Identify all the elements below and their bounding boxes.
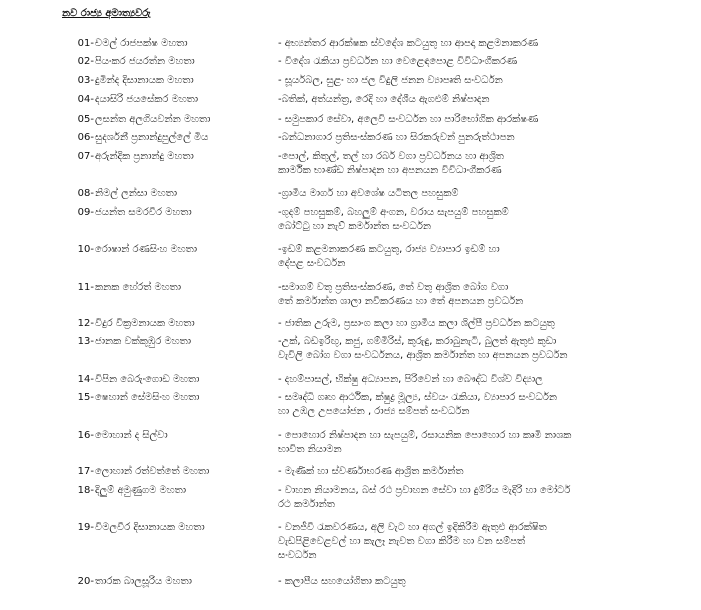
portfolio-line: -ඉඩම් කළමනාකරණ කටයුතු, රාජ්‍ය ව්‍යාපාර ඉඩම් හා	[278, 244, 500, 255]
portfolio-line: - වාහන නියාමනය, බස් රථ ප්‍රවාහන සේවා හා දුම්රිය මැදිරි හා මෝටර්	[278, 485, 571, 496]
portfolio-line: වැවිලි බෝග වගා සංවර්ධනය, ආශ්‍රිත කර්මාන්ත හා අපනයන ප්‍රවර්ධන	[278, 350, 568, 361]
portfolio-line: තේ කර්මාන්ත ශාලා නවීකරණය හා තේ අපනයන ප්‍රවර්ධන	[278, 296, 524, 307]
portfolio-description	[278, 131, 690, 145]
minister-number: 17-	[77, 466, 94, 477]
portfolio-line: -උක්, බඩඉරිඟු, කජු, ගම්මිරිස්, කුරුඳු, කරාබුනැටි, බුලත් ඇතුළු කුඩා	[278, 336, 557, 347]
portfolio-description	[278, 206, 690, 234]
minister-name: ලසන්ත අලගියවන්න මහතා	[95, 114, 211, 125]
minister-name: සුදර්ශනී ප්‍රනාන්දුපුල්ලේ මිය	[95, 132, 209, 143]
portfolio-description	[278, 37, 690, 51]
minister-number: 14-	[77, 374, 94, 385]
portfolio-line: -බතික්, අත්යන්ත්‍ර, රෙදි හා දේශීය ඇගළුම් නිෂ්පාදන	[278, 94, 490, 105]
portfolio-line: - අභ්‍යන්තර ආරක්ෂක ස්වදේශ කටයුතු හා ආපදා කළමනාකරණ	[278, 38, 539, 49]
portfolio-line: - සමෘද්ධි ගෘහ ආර්ථික, ක්ෂුද්‍ර මූල්‍ය, ස්වයං රැකියා, ව්‍යාපාර සංවර්ධන	[278, 392, 558, 403]
portfolio-line: සංවර්ධන	[278, 550, 317, 561]
portfolio-description	[278, 74, 690, 88]
portfolio-line: - විදේශ රැකියා ප්‍රවර්ධන හා වෙළෙඳපොළ විවිධාංගීකරණ	[278, 56, 518, 67]
portfolio-line: - සූර්යබල, සුළං හා ජල විදුලි ජනන ව්‍යාපෘති සංවර්ධන	[278, 75, 503, 86]
minister-name: දුමින්ද දිසානායක මහතා	[95, 75, 194, 86]
minister-name: ජයන්ත සමරවීර මහතා	[95, 207, 192, 218]
portfolio-description	[278, 575, 690, 589]
page-title: නව රාජ්‍ය අමාත්‍යවරු	[62, 8, 151, 19]
portfolio-line: - ජාතික උරුම, ප්‍රසාංග කලා හා ග්‍රාමීය කලා ශිල්පී ප්‍රවර්ධන කටයුතු	[278, 318, 555, 329]
minister-number: 18-	[77, 485, 94, 496]
minister-number: 16-	[77, 430, 94, 441]
portfolio-description	[278, 55, 690, 69]
minister-number: 04-	[77, 94, 94, 105]
minister-number: 01-	[77, 38, 94, 49]
portfolio-line: බෝට්ටු හා නැව් කර්මාන්ත සංවර්ධන	[278, 221, 431, 232]
portfolio-description	[278, 335, 690, 363]
minister-number: 03-	[77, 75, 94, 86]
minister-number: 05-	[77, 114, 94, 125]
minister-name: විපින බෙරුංගොඩ මහතා	[95, 374, 200, 385]
minister-name: තාරක බාලසූරිය මහතා	[95, 576, 192, 587]
portfolio-description	[278, 150, 690, 178]
minister-number: 09-	[77, 207, 94, 218]
minister-name: ජානක වක්කුඹුර මහතා	[95, 336, 192, 347]
portfolio-description	[278, 113, 690, 127]
portfolio-line: - සමුපකාර සේවා, අලෙවි සංවර්ධන හා පාරිභෝගික ආරක්ෂණ	[278, 114, 539, 125]
minister-number: 15-	[77, 392, 94, 403]
portfolio-description	[278, 281, 690, 309]
portfolio-line: දේපළ සංවර්ධන	[278, 258, 346, 269]
portfolio-line: - කලාපීය සහයෝගිතා කටයුතු	[278, 576, 406, 587]
minister-name: රොෂාන් රණසිංහ මහතා	[95, 244, 198, 255]
minister-name: දයාසිරි ජයසේකර මහතා	[95, 94, 199, 105]
portfolio-description	[278, 243, 690, 271]
minister-name: විමලවීර දිසානායක මහතා	[95, 522, 205, 533]
minister-name: කනක හේරත් මහතා	[95, 282, 182, 293]
portfolio-line: - පොහොර නිෂ්පාදන හා සැපයුම්, රසායනික පොහොර හා කෘමි නාශක	[278, 430, 572, 441]
portfolio-line: -ගුදම් පහසුකම්, බහලුම් අංගන, වරාය සැපයුම් පහසුකම්	[278, 207, 509, 218]
portfolio-line: රථ කර්මාන්ත	[278, 499, 335, 510]
portfolio-line: - වනජීවී රැකවරණය, අලි වැට හා අගල් ඉදිකිරීම ඇතුළු ආරක්ෂිත	[278, 522, 547, 533]
minister-number: 19-	[77, 522, 94, 533]
minister-number: 08-	[77, 188, 94, 199]
portfolio-line: - දහම්පාසල්, භික්ෂු අධ්‍යාපන, පිරිවෙන් හා බෞද්ධ විශ්ව විද්‍යාල	[278, 374, 543, 385]
minister-name: දිලුම් අමුණුගම මහතා	[95, 485, 187, 496]
minister-number: 20-	[77, 576, 94, 587]
minister-name: ලොහාන් රත්වත්තේ මහතා	[95, 466, 210, 477]
portfolio-description	[278, 429, 690, 457]
minister-number: 10-	[77, 244, 94, 255]
portfolio-line: වැඩපිළිවෙළවල් හා කැලෑ නැවත වගා කිරීම හා වන සම්පත්	[278, 536, 526, 547]
portfolio-line: භාවිත නියාමන	[278, 444, 342, 455]
portfolio-line: -බන්ධනාගාර ප්‍රතිසංස්කරණ හා සිරකරුවන් පුනරුත්ථාපන	[278, 132, 515, 143]
portfolio-description	[278, 93, 690, 107]
minister-name: ෂෙහාන් සේමසිංහ මහතා	[95, 392, 200, 403]
minister-name: අරුන්දික ප්‍රනාන්දු මහතා	[95, 151, 194, 162]
portfolio-description	[278, 373, 690, 387]
portfolio-description	[278, 484, 690, 512]
minister-name: නිමල් ලන්සා මහතා	[95, 188, 177, 199]
portfolio-description	[278, 187, 690, 201]
minister-name: පියංකර ජයරත්න මහතා	[95, 56, 195, 67]
portfolio-line: කාර්මික භාණ්ඩ නිෂ්පාදන හා අපනයන විවිධාංගීකරණ	[278, 165, 502, 176]
minister-number: 13-	[77, 336, 94, 347]
portfolio-line: -පොල්, කිතුල්, තල් හා රබර් වගා ප්‍රවර්ධනය හා ආශ්‍රිත	[278, 151, 504, 162]
portfolio-line: -සමාගම් වතු ප්‍රතිසංස්කරණ, තේ වතු ආශ්‍රිත බෝග වගා	[278, 282, 509, 293]
portfolio-description	[278, 465, 690, 479]
minister-number: 12-	[77, 318, 94, 329]
minister-name: මොහාන් ද සිල්වා	[95, 430, 168, 441]
minister-name: චමල් රාජපක්ෂ මහතා	[95, 38, 188, 49]
portfolio-description	[278, 317, 690, 331]
minister-number: 06-	[77, 132, 94, 143]
portfolio-description	[278, 521, 690, 563]
portfolio-line: -ග්‍රාමීය මාර්ග හා අවශේෂ යටිතල පහසුකම්	[278, 188, 459, 199]
minister-number: 02-	[77, 56, 94, 67]
minister-number: 07-	[77, 151, 94, 162]
minister-name: විදුර වික්‍රමනායක මහතා	[95, 318, 195, 329]
portfolio-description	[278, 391, 690, 419]
portfolio-line: - මැණික් හා ස්වර්ණාභරණ ආශ්‍රිත කර්මාන්ත	[278, 466, 464, 477]
portfolio-line: හා උඹල උපයෝජන , රාජ්‍ය සම්පත් සංවර්ධන	[278, 406, 470, 417]
minister-number: 11-	[77, 282, 94, 293]
